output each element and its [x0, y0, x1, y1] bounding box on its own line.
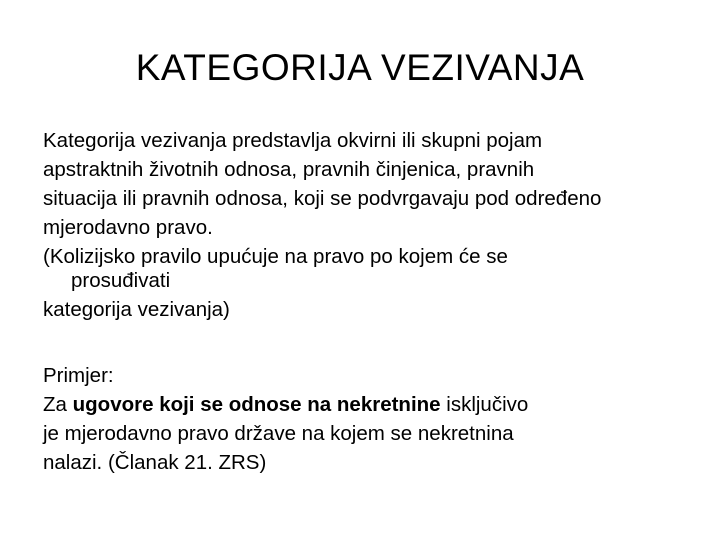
example-line-1-end: isključivo	[440, 393, 529, 416]
example-line-1-start: Za	[43, 393, 73, 416]
example-line-2: je mjerodavno pravo države na kojem se nekretnina	[43, 422, 514, 445]
example-bold-phrase: ugovore koji se odnose na nekretnine	[72, 393, 441, 416]
example-label: Primjer:	[43, 364, 114, 387]
slide-title: KATEGORIJA VEZIVANJA	[135, 47, 585, 88]
body-line-3: situacija ili pravnih odnosa, koji se podvrgavaju pod određeno	[43, 187, 602, 210]
example-line-1	[43, 390, 703, 419]
paragraph-gap	[43, 324, 703, 361]
body-line-4: mjerodavno pravo.	[43, 216, 213, 239]
body-line-2: apstraktnih životnih odnosa, pravnih činjenica, pravnih	[43, 158, 535, 181]
body-line-5: (Kolizijsko pravilo upućuje na pravo po kojem će se	[43, 245, 508, 268]
body-line-7: kategorija vezivanja)	[43, 298, 230, 321]
slide-body	[43, 126, 703, 477]
body-line-6: prosuđivati	[71, 269, 171, 292]
body-line-1: Kategorija vezivanja predstavlja okvirni ili skupni pojam	[43, 129, 543, 152]
example-line-3: nalazi. (Članak 21. ZRS)	[43, 451, 267, 474]
